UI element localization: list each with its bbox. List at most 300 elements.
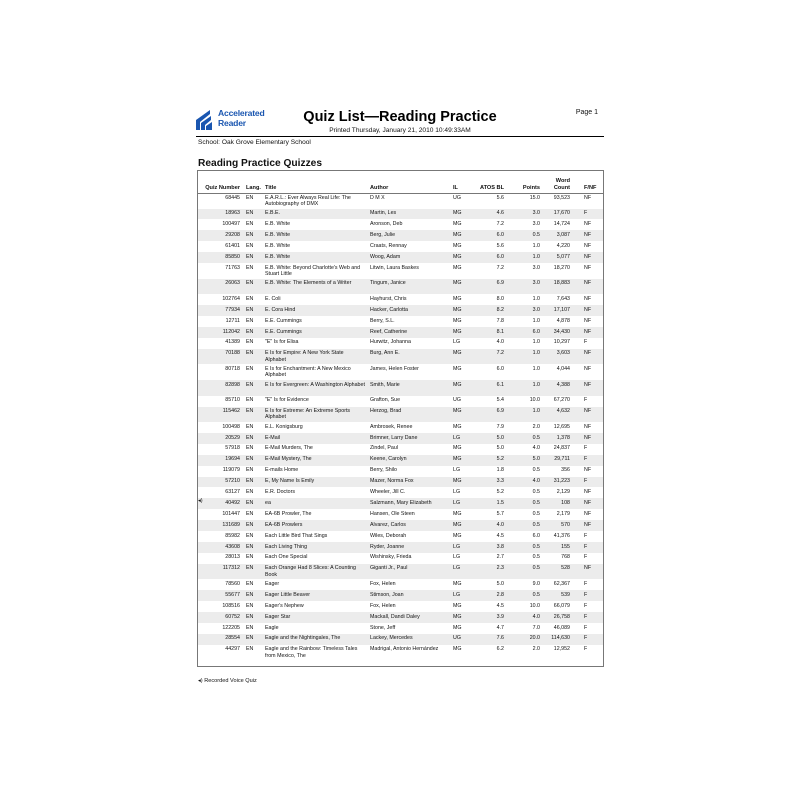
cell-atos-bl: 4.0 (496, 339, 504, 346)
report-title: Quiz List—Reading Practice (303, 109, 497, 125)
cell-quiz-number: 112042 (222, 328, 240, 335)
cell-word-count: 12,952 (553, 646, 570, 653)
cell-atos-bl: 6.9 (496, 408, 504, 414)
cell-lang: EN (246, 532, 254, 539)
cell-fnf: NF (584, 253, 592, 260)
cell-fnf: NF (584, 350, 592, 357)
cell-atos-bl: 3.8 (496, 543, 504, 550)
cell-points: 20.0 (529, 635, 540, 642)
cell-title: "E" Is for Evidence (265, 397, 309, 404)
table-row (198, 230, 603, 241)
cell-author: Hansen, Ole Steen (370, 510, 415, 517)
cell-lang: EN (246, 499, 254, 506)
cell-il: LG (453, 565, 461, 572)
cell-il: LG (453, 467, 461, 474)
cell-title: Eager Star (265, 613, 291, 620)
cell-author: Reef, Catherine (370, 328, 408, 335)
table-row (198, 553, 603, 564)
cell-author: Wishinsky, Frieda (370, 554, 412, 561)
cell-quiz-number: 70188 (225, 350, 240, 357)
cell-author: Mazer, Norma Fox (370, 478, 414, 485)
cell-title: E-mails Home (265, 467, 299, 474)
cell-word-count: 12,695 (553, 423, 570, 430)
cell-atos-bl: 4.5 (496, 532, 504, 539)
cell-author: Wiles, Deborah (370, 532, 407, 539)
cell-atos-bl: 7.8 (496, 317, 504, 324)
cell-author: Brimner, Larry Dane (370, 434, 418, 441)
cell-word-count: 528 (561, 565, 570, 572)
cell-il: LG (453, 489, 461, 495)
cell-quiz-number: 55677 (225, 591, 240, 598)
cell-lang: EN (246, 456, 254, 463)
cell-title: E Is for Enchantment: A New Mexico Alphabet (265, 365, 351, 379)
cell-lang: EN (246, 328, 254, 335)
cell-title: ea (265, 499, 271, 506)
cell-word-count: 67,270 (553, 397, 570, 404)
table-row (198, 634, 603, 645)
cell-word-count: 26,758 (553, 613, 570, 620)
cell-quiz-number: 68445 (225, 194, 240, 201)
cell-il: LG (453, 554, 461, 561)
cell-points: 0.5 (532, 510, 540, 517)
cell-atos-bl: 8.0 (496, 295, 504, 302)
table-row (198, 509, 603, 520)
cell-atos-bl: 5.4 (496, 397, 504, 404)
cell-atos-bl: 4.6 (496, 210, 504, 217)
table-row (198, 220, 603, 231)
cell-fnf: NF (584, 328, 592, 335)
cell-word-count: 539 (561, 591, 570, 598)
cell-title: Eagle and the Rainbow: Timeless Tales from Mexico, The (265, 646, 358, 659)
cell-lang: EN (246, 295, 254, 302)
cell-quiz-number: 85710 (225, 397, 240, 404)
cell-word-count: 108 (561, 499, 570, 506)
col-fnf: F/NF (584, 184, 597, 191)
cell-title: E Is for Empire: A New York State Alphabet (265, 350, 344, 363)
cell-lang: EN (246, 306, 254, 313)
cell-author: Fox, Helen (370, 602, 396, 609)
cell-fnf: NF (584, 521, 592, 528)
cell-points: 1.0 (532, 242, 540, 249)
cell-points: 0.5 (532, 467, 540, 474)
cell-fnf: NF (584, 489, 592, 495)
cell-atos-bl: 4.0 (496, 521, 504, 528)
cell-points: 6.0 (532, 328, 540, 335)
cell-il: MG (453, 210, 462, 217)
cell-atos-bl: 2.7 (496, 554, 504, 561)
cell-title: E-Mail (265, 434, 281, 441)
cell-atos-bl: 3.9 (496, 613, 504, 620)
cell-quiz-number: 28013 (225, 554, 240, 561)
cell-word-count: 768 (561, 554, 570, 561)
cell-quiz-number: 85850 (225, 253, 240, 260)
table-row (198, 466, 603, 477)
cell-points: 3.0 (532, 280, 540, 287)
cell-word-count: 155 (561, 543, 570, 550)
cell-lang: EN (246, 434, 254, 441)
cell-title: EA-6B Prowler, The (265, 510, 312, 517)
cell-word-count: 10,297 (553, 339, 570, 346)
cell-quiz-number: 100498 (222, 423, 240, 430)
cell-il: MG (453, 350, 462, 357)
section-heading: Reading Practice Quizzes (198, 158, 322, 169)
cell-lang: EN (246, 381, 254, 388)
cell-lang: EN (246, 339, 254, 346)
cell-quiz-number: 117312 (222, 565, 240, 572)
cell-title: E.B. White (265, 253, 291, 260)
cell-il: MG (453, 408, 462, 414)
cell-quiz-number: 41389 (225, 339, 240, 346)
cell-fnf: F (584, 591, 588, 598)
cell-word-count: 17,670 (553, 210, 570, 217)
cell-quiz-number: 40492 (225, 499, 240, 506)
cell-atos-bl: 5.2 (496, 456, 504, 463)
cell-quiz-number: 57210 (225, 478, 240, 485)
cell-il: LG (453, 434, 461, 441)
cell-author: Berg, Julie (370, 231, 396, 238)
table-row (198, 590, 603, 601)
table-row (198, 444, 603, 455)
cell-author: Litwin, Laura Baskes (370, 264, 419, 271)
cell-title: E.L. Konigsburg (265, 423, 303, 430)
cell-il: MG (453, 306, 462, 313)
cell-fnf: NF (584, 434, 592, 441)
cell-lang: EN (246, 635, 254, 642)
table-row (198, 349, 603, 365)
cell-lang: EN (246, 317, 254, 324)
cell-atos-bl: 6.1 (496, 381, 504, 388)
cell-il: MG (453, 602, 462, 609)
cell-il: MG (453, 381, 462, 388)
col-points: Points (522, 184, 540, 191)
cell-author: James, Helen Foster (370, 365, 419, 372)
cell-author: Tingum, Janice (370, 280, 406, 287)
cell-author: Lackey, Mercedes (370, 635, 413, 642)
cell-points: 2.0 (532, 646, 540, 653)
table-row (198, 542, 603, 553)
cell-word-count: 4,220 (556, 242, 570, 249)
cell-il: MG (453, 624, 462, 631)
table-row (198, 601, 603, 612)
cell-fnf: NF (584, 242, 592, 249)
cell-il: MG (453, 423, 462, 430)
cell-lang: EN (246, 580, 254, 587)
cell-author: Ryder, Joanne (370, 543, 405, 550)
cell-atos-bl: 5.0 (496, 580, 504, 587)
cell-author: Martin, Les (370, 210, 397, 217)
cell-word-count: 46,089 (553, 624, 570, 631)
cell-lang: EN (246, 423, 254, 430)
cell-atos-bl: 2.3 (496, 565, 504, 572)
cell-il: LG (453, 543, 461, 550)
cell-il: MG (453, 365, 462, 372)
cell-il: UG (453, 397, 461, 404)
col-atos-bl: ATOS BL (479, 184, 504, 191)
cell-fnf: NF (584, 565, 592, 572)
cell-word-count: 62,367 (553, 580, 570, 587)
cell-author: D M X (370, 194, 385, 201)
logo-text: Accelerated Reader (218, 108, 265, 128)
cell-points: 10.0 (529, 397, 540, 404)
cell-word-count: 4,388 (556, 381, 570, 388)
cell-atos-bl: 1.8 (496, 467, 504, 474)
cell-atos-bl: 2.8 (496, 591, 504, 598)
cell-quiz-number: 80718 (225, 365, 240, 372)
cell-title: "E" Is for Elisa (265, 339, 299, 346)
cell-author: Craats, Rennay (370, 242, 407, 249)
cell-il: MG (453, 445, 462, 452)
cell-title: E.B. White: Beyond Charlotte's Web and Stuart Little (265, 264, 361, 277)
cell-atos-bl: 5.0 (496, 434, 504, 441)
cell-author: Salzmann, Mary Elizabeth (370, 499, 432, 506)
cell-il: UG (453, 194, 461, 201)
cell-lang: EN (246, 646, 254, 653)
cell-fnf: F (584, 613, 588, 620)
header-divider (196, 136, 604, 137)
cell-il: LG (453, 499, 461, 506)
cell-title: Eager's Nephew (265, 602, 304, 609)
cell-author: Hayhurst, Chris (370, 295, 407, 302)
cell-author: Aronson, Deb (370, 221, 403, 227)
table-row (198, 623, 603, 634)
cell-points: 1.0 (532, 253, 540, 260)
cell-author: Hacker, Carlotta (370, 306, 408, 313)
cell-fnf: NF (584, 264, 592, 271)
cell-points: 1.0 (532, 339, 540, 346)
cell-lang: EN (246, 253, 254, 260)
cell-title: Each Little Bird That Sings (265, 532, 328, 539)
cell-points: 4.0 (532, 445, 540, 452)
cell-quiz-number: 12711 (225, 317, 240, 324)
cell-author: Woog, Adam (370, 253, 401, 260)
cell-quiz-number: 63127 (225, 489, 240, 495)
cell-quiz-number: 102764 (222, 295, 240, 302)
table-row (198, 531, 603, 542)
cell-fnf: NF (584, 280, 592, 287)
cell-lang: EN (246, 264, 254, 271)
cell-quiz-number: 18963 (225, 210, 240, 217)
table-row (198, 380, 603, 396)
table-row (198, 327, 603, 338)
cell-atos-bl: 8.2 (496, 306, 504, 313)
cell-points: 3.0 (532, 306, 540, 313)
cell-title: Eager Little Beaver (265, 591, 311, 598)
cell-lang: EN (246, 521, 254, 528)
table-row (198, 364, 603, 380)
cell-title: E.E. Cummings (265, 328, 302, 335)
table-row (198, 294, 603, 305)
cell-points: 0.5 (532, 543, 540, 550)
cell-atos-bl: 7.2 (496, 350, 504, 357)
cell-atos-bl: 6.2 (496, 646, 504, 653)
cell-fnf: F (584, 554, 588, 561)
col-word-count: Word Count (553, 178, 570, 191)
cell-il: UG (453, 635, 461, 642)
cell-atos-bl: 6.0 (496, 253, 504, 260)
cell-word-count: 1,378 (556, 434, 570, 441)
cell-lang: EN (246, 565, 254, 572)
cell-title: E.B. White (265, 221, 291, 227)
cell-il: MG (453, 646, 462, 653)
cell-lang: EN (246, 489, 254, 495)
cell-points: 0.5 (532, 499, 540, 506)
cell-il: MG (453, 264, 462, 271)
cell-fnf: NF (584, 365, 592, 372)
page-number: Page 1 (575, 109, 598, 116)
cell-quiz-number: 122205 (222, 624, 240, 631)
cell-points: 7.0 (532, 624, 540, 631)
cell-quiz-number: 85982 (225, 532, 240, 539)
table-row (198, 422, 603, 433)
cell-quiz-number: 19694 (225, 456, 240, 463)
cell-author: Berry, S.L. (370, 317, 395, 324)
cell-word-count: 5,077 (556, 253, 570, 260)
cell-points: 15.0 (529, 194, 540, 201)
cell-fnf: F (584, 478, 588, 485)
cell-points: 1.0 (532, 408, 540, 414)
cell-lang: EN (246, 210, 254, 217)
cell-atos-bl: 7.2 (496, 221, 504, 227)
table-row (198, 433, 603, 444)
cell-word-count: 66,079 (553, 602, 570, 609)
cell-title: E.E. Cummings (265, 317, 302, 324)
cell-il: MG (453, 613, 462, 620)
cell-author: Hurwitz, Johanna (370, 339, 411, 346)
cell-lang: EN (246, 397, 254, 404)
cell-word-count: 2,129 (556, 489, 570, 495)
cell-lang: EN (246, 467, 254, 474)
col-lang: Lang. (246, 184, 261, 191)
cell-lang: EN (246, 231, 254, 238)
cell-fnf: NF (584, 467, 592, 474)
voice-note: Recorded Voice Quiz (204, 678, 257, 684)
cell-author: Ambrosek, Renee (370, 423, 413, 430)
cell-il: MG (453, 231, 462, 238)
cell-quiz-number: 101447 (222, 510, 240, 517)
cell-word-count: 41,376 (553, 532, 570, 539)
cell-points: 0.5 (532, 521, 540, 528)
cell-fnf: F (584, 602, 588, 609)
cell-title: EA-6B Prowlers (265, 521, 303, 528)
cell-points: 1.0 (532, 381, 540, 388)
cell-points: 3.0 (532, 210, 540, 217)
cell-author: Berry, Shilo (370, 467, 397, 474)
cell-lang: EN (246, 543, 254, 550)
cell-quiz-number: 26063 (225, 280, 240, 287)
cell-author: Grafton, Sue (370, 397, 401, 404)
cell-author: Smith, Marie (370, 381, 400, 388)
cell-quiz-number: 77934 (225, 306, 240, 313)
cell-points: 1.0 (532, 350, 540, 357)
cell-author: Herzog, Brad (370, 408, 402, 414)
cell-lang: EN (246, 478, 254, 485)
cell-quiz-number: 61401 (225, 242, 240, 249)
cell-author: Madrigal, Antonio Hernández (370, 646, 439, 653)
cell-il: MG (453, 280, 462, 287)
cell-fnf: NF (584, 295, 592, 302)
cell-atos-bl: 5.2 (496, 489, 504, 495)
cell-points: 1.0 (532, 317, 540, 324)
cell-word-count: 17,107 (553, 306, 570, 313)
table-row (198, 407, 603, 423)
cell-word-count: 93,523 (553, 194, 570, 201)
cell-fnf: F (584, 532, 588, 539)
table-row (198, 477, 603, 488)
cell-word-count: 3,603 (556, 350, 570, 357)
table-row (198, 455, 603, 466)
voice-footnote (198, 678, 257, 684)
cell-author: Keene, Carolyn (370, 456, 407, 463)
cell-word-count: 24,837 (553, 445, 570, 452)
cell-points: 1.0 (532, 295, 540, 302)
cell-word-count: 14,724 (553, 221, 570, 227)
cell-atos-bl: 5.7 (496, 510, 504, 517)
cell-quiz-number: 131689 (222, 521, 240, 528)
cell-quiz-number: 119079 (222, 467, 240, 474)
cell-quiz-number: 44297 (225, 646, 240, 653)
cell-fnf: F (584, 210, 588, 217)
cell-lang: EN (246, 624, 254, 631)
table-row (198, 279, 603, 295)
cell-fnf: NF (584, 499, 592, 506)
cell-quiz-number: 20529 (225, 434, 240, 441)
cell-fnf: NF (584, 317, 592, 324)
cell-author: Alvarez, Carlos (370, 521, 406, 528)
quiz-table (197, 170, 604, 667)
cell-points: 0.5 (532, 489, 540, 495)
cell-points: 4.0 (532, 478, 540, 485)
cell-quiz-number: 78560 (225, 580, 240, 587)
cell-lang: EN (246, 445, 254, 452)
cell-il: MG (453, 456, 462, 463)
table-row (198, 316, 603, 327)
logo-icon (196, 108, 218, 130)
cell-author: Wheeler, Jill C. (370, 489, 406, 495)
cell-author: Stimson, Joan (370, 591, 404, 598)
cell-fnf: NF (584, 381, 592, 388)
cell-fnf: F (584, 580, 588, 587)
cell-quiz-number: 43608 (225, 543, 240, 550)
cell-fnf: F (584, 339, 588, 346)
cell-title: E.B. White (265, 242, 291, 249)
cell-word-count: 31,223 (553, 478, 570, 485)
cell-il: LG (453, 591, 461, 598)
cell-atos-bl: 4.5 (496, 602, 504, 609)
cell-quiz-number: 115462 (222, 408, 240, 414)
cell-lang: EN (246, 280, 254, 287)
cell-word-count: 18,270 (553, 264, 570, 271)
table-header (198, 171, 603, 194)
cell-fnf: F (584, 397, 588, 404)
cell-atos-bl: 7.2 (496, 264, 504, 271)
cell-points: 0.5 (532, 554, 540, 561)
cell-author: Zindel, Paul (370, 445, 398, 452)
accelerated-reader-logo (196, 108, 266, 130)
cell-points: 0.5 (532, 231, 540, 238)
cell-il: MG (453, 510, 462, 517)
cell-atos-bl: 3.3 (496, 478, 504, 485)
cell-title: E.R. Doctors (265, 489, 296, 495)
cell-fnf: NF (584, 221, 592, 227)
cell-quiz-number: 29208 (225, 231, 240, 238)
table-row (198, 193, 603, 209)
cell-quiz-number: 100497 (222, 221, 240, 227)
cell-fnf: NF (584, 231, 592, 238)
cell-lang: EN (246, 365, 254, 372)
cell-quiz-number: 57918 (225, 445, 240, 452)
cell-title: Each One Special (265, 554, 308, 561)
printed-date: Printed Thursday, January 21, 2010 10:49:33AM (329, 127, 471, 134)
